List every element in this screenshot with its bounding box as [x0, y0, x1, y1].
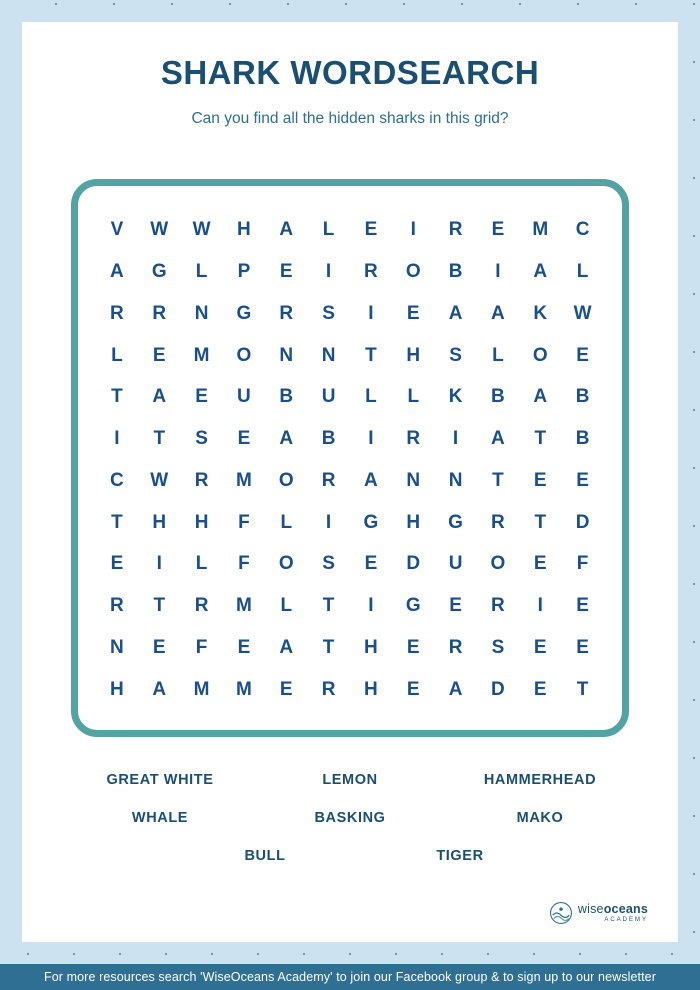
grid-cell[interactable]: L — [280, 511, 293, 533]
grid-cell[interactable]: R — [110, 302, 125, 324]
grid-cell[interactable]: W — [192, 219, 212, 241]
grid-cell[interactable]: R — [194, 595, 209, 617]
grid-cell[interactable]: B — [491, 386, 506, 408]
grid-cell[interactable]: A — [364, 469, 379, 491]
grid-cell[interactable]: V — [110, 219, 124, 241]
grid-cell[interactable]: H — [406, 511, 421, 533]
wave-logo-icon — [550, 902, 572, 924]
logo-text — [578, 903, 648, 924]
grid-cell[interactable]: R — [321, 678, 336, 700]
grid-cell[interactable]: T — [111, 511, 124, 533]
grid-cell[interactable]: H — [194, 511, 209, 533]
grid-cell[interactable]: O — [236, 344, 252, 366]
grid-cell[interactable]: G — [151, 261, 168, 283]
grid-cell[interactable]: B — [321, 428, 336, 450]
grid-cell[interactable]: P — [237, 261, 251, 283]
grid-cell[interactable]: L — [576, 261, 589, 283]
grid-cell[interactable]: T — [322, 636, 335, 658]
grid-cell[interactable]: R — [152, 302, 167, 324]
grid-cell[interactable]: E — [576, 469, 590, 491]
wordsearch-grid-frame — [71, 179, 629, 737]
grid-cell[interactable]: A — [448, 678, 463, 700]
grid-cell[interactable]: E — [449, 595, 463, 617]
grid-cell[interactable]: T — [153, 595, 166, 617]
grid-cell[interactable]: R — [194, 469, 209, 491]
grid-cell[interactable]: A — [152, 386, 167, 408]
wordsearch-grid[interactable] — [78, 186, 622, 730]
grid-cell[interactable]: G — [236, 302, 252, 324]
grid-cell[interactable]: W — [150, 469, 169, 491]
grid-cell[interactable]: A — [533, 386, 548, 408]
word-list — [22, 772, 678, 864]
grid-cell[interactable]: N — [110, 636, 125, 658]
grid-cell[interactable]: I — [495, 261, 502, 283]
footer-banner — [0, 964, 700, 990]
grid-cell[interactable]: E — [237, 636, 251, 658]
grid-cell[interactable]: B — [575, 428, 590, 450]
word-list-item[interactable]: LEMON — [322, 772, 378, 788]
grid-cell[interactable]: K — [533, 302, 548, 324]
grid-cell[interactable]: R — [321, 469, 336, 491]
grid-cell[interactable]: M — [235, 595, 253, 617]
grid-cell[interactable]: T — [365, 344, 378, 366]
grid-cell[interactable]: E — [491, 219, 505, 241]
grid-cell[interactable]: T — [111, 386, 124, 408]
grid-cell[interactable]: R — [448, 636, 463, 658]
grid-cell[interactable]: E — [533, 636, 548, 658]
grid-cell[interactable]: M — [532, 219, 549, 241]
grid-cell[interactable]: A — [491, 428, 506, 450]
grid-cell[interactable]: W — [573, 302, 593, 324]
grid-cell[interactable]: E — [406, 302, 421, 324]
logo-subtitle: ACADEMY — [604, 917, 648, 924]
word-list-item[interactable]: MAKO — [516, 810, 564, 826]
grid-cell[interactable]: F — [238, 511, 251, 533]
grid-cell[interactable]: E — [152, 344, 167, 366]
grid-cell[interactable]: I — [410, 219, 417, 241]
grid-cell[interactable]: C — [110, 469, 125, 491]
grid-cell[interactable]: I — [452, 428, 459, 450]
grid-cell[interactable]: T — [153, 428, 166, 450]
grid-cell[interactable]: E — [279, 678, 294, 700]
grid-cell[interactable]: M — [235, 469, 253, 491]
grid-cell[interactable]: H — [152, 511, 167, 533]
grid-cell[interactable]: E — [406, 636, 421, 658]
grid-cell[interactable]: I — [325, 261, 332, 283]
grid-cell[interactable]: S — [195, 428, 209, 450]
grid-cell[interactable]: H — [406, 344, 421, 366]
word-list-row — [22, 848, 678, 864]
grid-cell[interactable]: M — [235, 678, 253, 700]
grid-cell[interactable]: C — [575, 219, 590, 241]
grid-cell[interactable]: O — [405, 261, 422, 283]
grid-cell[interactable]: O — [278, 553, 295, 575]
grid-cell[interactable]: S — [449, 344, 463, 366]
grid-cell[interactable]: I — [368, 302, 375, 324]
logo-name-bold: oceans — [603, 901, 648, 916]
grid-cell[interactable]: M — [193, 344, 210, 366]
grid-cell[interactable]: D — [406, 553, 421, 575]
grid-cell[interactable]: T — [534, 428, 547, 450]
grid-cell[interactable]: I — [368, 595, 375, 617]
grid-cell[interactable]: O — [278, 469, 295, 491]
grid-cell[interactable]: I — [537, 595, 544, 617]
grid-cell[interactable]: R — [491, 595, 506, 617]
grid-cell[interactable]: H — [364, 636, 379, 658]
word-list-item[interactable]: HAMMERHEAD — [483, 772, 597, 788]
grid-cell[interactable]: W — [150, 219, 169, 241]
grid-cell[interactable]: E — [576, 636, 590, 658]
grid-cell[interactable]: A — [448, 302, 463, 324]
grid-cell[interactable]: M — [193, 678, 210, 700]
grid-cell[interactable]: R — [448, 219, 463, 241]
page-title: SHARK WORDSEARCH — [160, 54, 540, 91]
grid-cell[interactable]: I — [368, 428, 375, 450]
grid-cell[interactable]: U — [321, 386, 336, 408]
grid-cell[interactable]: L — [195, 261, 208, 283]
grid-cell[interactable]: R — [110, 595, 125, 617]
word-list-item[interactable]: BASKING — [314, 810, 386, 826]
grid-cell[interactable]: R — [406, 428, 421, 450]
grid-cell[interactable]: U — [237, 386, 252, 408]
grid-cell[interactable]: S — [322, 302, 336, 324]
word-list-item[interactable]: WHALE — [131, 810, 189, 826]
wiseoceans-logo — [550, 902, 648, 924]
grid-cell[interactable]: N — [321, 344, 336, 366]
grid-cell[interactable]: R — [279, 302, 294, 324]
grid-cell[interactable]: H — [237, 219, 252, 241]
word-list-item[interactable]: GREAT WHITE — [106, 772, 214, 788]
grid-cell[interactable]: N — [448, 469, 463, 491]
grid-cell[interactable]: R — [491, 511, 506, 533]
grid-cell[interactable]: L — [280, 595, 293, 617]
grid-cell[interactable]: L — [407, 386, 420, 408]
grid-cell[interactable]: B — [279, 386, 294, 408]
grid-cell[interactable]: N — [279, 344, 294, 366]
grid-cell[interactable]: E — [576, 595, 590, 617]
grid-cell[interactable]: L — [492, 344, 505, 366]
grid-cell[interactable]: F — [195, 636, 208, 658]
word-list-item[interactable]: TIGER — [436, 848, 484, 864]
grid-cell[interactable]: A — [152, 678, 167, 700]
grid-cell[interactable]: E — [110, 553, 124, 575]
grid-cell[interactable]: L — [195, 553, 208, 575]
grid-cell[interactable]: U — [448, 553, 463, 575]
grid-cell[interactable]: A — [279, 219, 294, 241]
grid-cell[interactable]: A — [279, 428, 294, 450]
logo-name — [578, 903, 648, 916]
grid-cell[interactable]: B — [448, 261, 463, 283]
grid-cell[interactable]: A — [491, 302, 506, 324]
grid-cell[interactable]: L — [322, 219, 335, 241]
grid-cell[interactable]: T — [576, 678, 589, 700]
grid-cell[interactable]: E — [533, 678, 548, 700]
grid-cell[interactable]: R — [364, 261, 379, 283]
grid-cell[interactable]: E — [533, 553, 548, 575]
grid-cell[interactable]: E — [533, 469, 548, 491]
grid-cell[interactable]: F — [576, 553, 589, 575]
grid-cell[interactable]: E — [406, 678, 421, 700]
grid-cell[interactable]: T — [534, 511, 547, 533]
grid-cell[interactable]: I — [156, 553, 163, 575]
grid-cell[interactable]: E — [237, 428, 251, 450]
grid-cell[interactable]: N — [406, 469, 421, 491]
grid-cell[interactable]: A — [279, 636, 294, 658]
grid-cell[interactable]: E — [195, 386, 209, 408]
footer-text: For more resources search 'WiseOceans Academy' to join our Facebook group & to sign up to our newsletter — [44, 970, 656, 984]
grid-cell[interactable]: G — [405, 595, 422, 617]
grid-cell[interactable]: N — [194, 302, 209, 324]
word-list-row — [22, 810, 678, 826]
grid-cell[interactable]: F — [238, 553, 251, 575]
logo-name-light: wise — [577, 901, 604, 916]
grid-cell[interactable]: T — [322, 595, 335, 617]
grid-cell[interactable]: H — [110, 678, 125, 700]
grid-cell[interactable]: E — [152, 636, 167, 658]
grid-cell[interactable]: G — [448, 511, 464, 533]
grid-cell[interactable]: A — [533, 261, 548, 283]
grid-cell[interactable]: H — [364, 678, 379, 700]
word-list-item[interactable]: BULL — [244, 848, 286, 864]
grid-cell[interactable]: B — [575, 386, 590, 408]
grid-cell[interactable]: I — [325, 511, 332, 533]
grid-cell[interactable]: A — [110, 261, 125, 283]
worksheet-sheet — [22, 22, 678, 942]
grid-cell[interactable]: S — [491, 636, 505, 658]
grid-cell[interactable]: G — [363, 511, 379, 533]
grid-cell[interactable]: D — [575, 511, 590, 533]
grid-cell[interactable]: E — [576, 344, 590, 366]
grid-cell[interactable]: I — [114, 428, 121, 450]
page-subtitle: Can you find all the hidden sharks in this grid? — [191, 110, 509, 127]
grid-cell[interactable]: L — [111, 344, 124, 366]
grid-cell[interactable]: E — [279, 261, 294, 283]
grid-cell[interactable]: O — [532, 344, 549, 366]
grid-cell[interactable]: E — [364, 219, 378, 241]
grid-cell[interactable]: L — [365, 386, 378, 408]
grid-cell[interactable]: S — [322, 553, 336, 575]
grid-cell[interactable]: O — [490, 553, 506, 575]
grid-cell[interactable]: K — [448, 386, 463, 408]
grid-cell[interactable]: D — [491, 678, 506, 700]
grid-cell[interactable]: E — [364, 553, 378, 575]
grid-cell[interactable]: T — [492, 469, 505, 491]
word-list-row — [22, 772, 678, 788]
